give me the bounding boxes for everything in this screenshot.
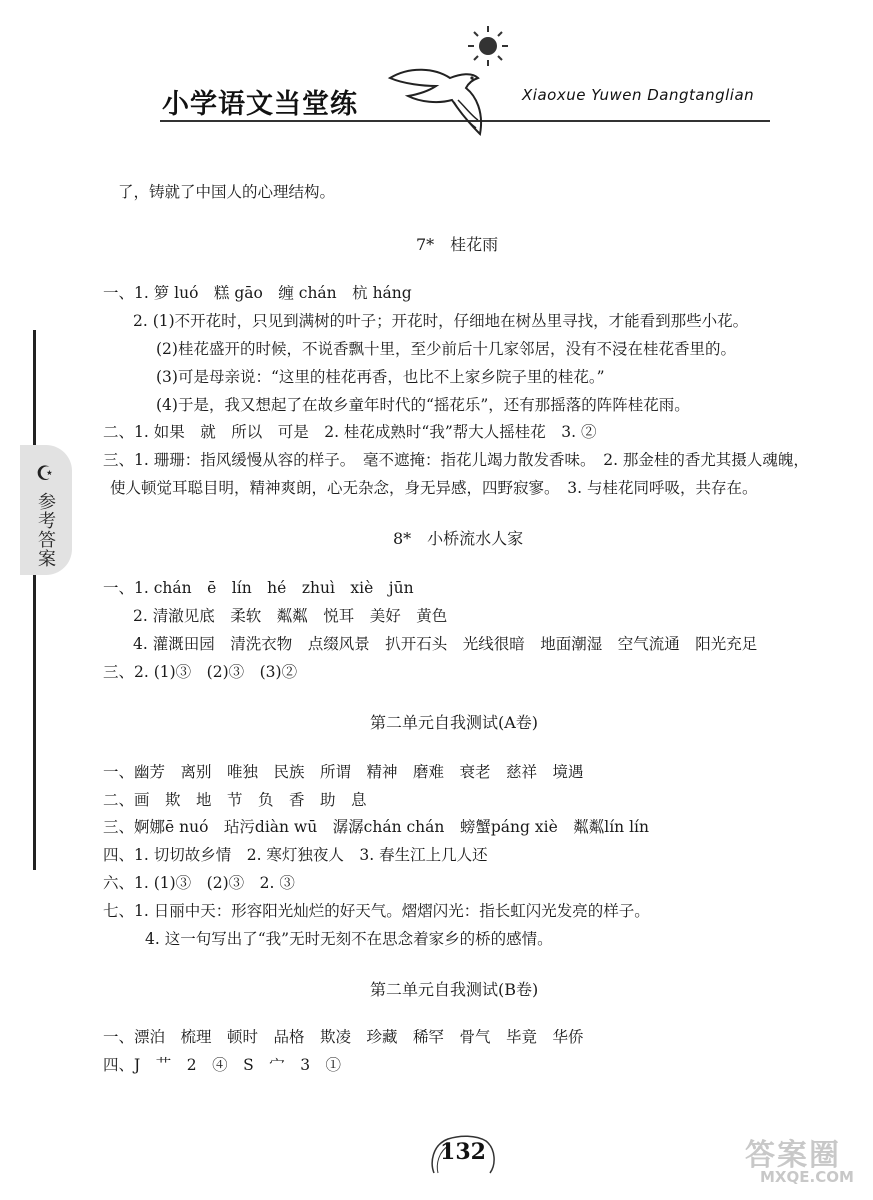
- text-line: (3)可是母亲说：“这里的桂花再香，也比不上家乡院子里的桂花。”: [156, 368, 605, 386]
- text-line: 2. 清澈见底 柔软 粼粼 悦耳 美好 黄色: [133, 607, 448, 625]
- text-line: 二、1. 如果 就 所以 可是 2. 桂花成熟时“我”帮大人摇桂花 3. ②: [103, 423, 597, 441]
- side-rule: [33, 330, 36, 870]
- text-line: (4)于是，我又想起了在故乡童年时代的“摇花乐”，还有那摇落的阵阵桂花雨。: [156, 396, 690, 414]
- text-line: 了，铸就了中国人的心理结构。: [118, 183, 336, 201]
- page-number-wrap: [428, 1133, 498, 1177]
- watermark: 答案圈: [745, 1138, 841, 1173]
- text-line: 2. (1)不开花时，只见到满树的叶子；开花时，仔细地在树丛里寻找，才能看到那些小花。: [133, 312, 749, 330]
- section-heading: 第二单元自我测试(A卷): [370, 713, 539, 732]
- book-title-pinyin: Xiaoxue Yuwen Dangtanglian: [522, 86, 755, 104]
- text-line: 四、J 艹 2 ④ S 宀 3 ①: [103, 1056, 342, 1074]
- text-line: (2)桂花盛开的时候，不说香飘十里，至少前后十几家邻居，没有不浸在桂花香里的。: [156, 340, 736, 358]
- crescent-star-icon: ☪: [36, 461, 54, 485]
- text-line: 二、画 欺 地 节 负 香 助 息: [103, 791, 367, 809]
- section-tab-label: 参考答案: [35, 492, 56, 568]
- text-line: 三、2. (1)③ (2)③ (3)②: [103, 663, 298, 681]
- text-line: 一、1. chán ē lín hé zhuì xiè jūn: [103, 579, 414, 597]
- text-line: 七、1. 日丽中天：形容阳光灿烂的好天气。熠熠闪光：指长虹闪光发亮的样子。: [103, 902, 650, 920]
- text-line: 三、婀娜ē nuó 玷污diàn wū 潺潺chán chán 螃蟹páng xiè 粼粼lín lín: [103, 818, 649, 836]
- text-line: 四、1. 切切故乡情 2. 寒灯独夜人 3. 春生江上几人还: [103, 846, 488, 864]
- text-line: 使人顿觉耳聪目明，精神爽朗，心无杂念，身无异感，四野寂寥。 3. 与桂花同呼吸，共存在。: [110, 479, 758, 497]
- text-line: 4. 灌溉田园 清洗衣物 点缀风景 扒开石头 光线很暗 地面潮湿 空气流通 阳光充足: [133, 635, 758, 653]
- text-line: 一、漂泊 梳理 顿时 品格 欺凌 珍藏 稀罕 骨气 毕竟 华侨: [103, 1028, 584, 1046]
- section-heading: 第二单元自我测试(B卷): [370, 980, 539, 999]
- text-line: 一、幽芳 离别 唯独 民族 所谓 精神 磨难 衰老 慈祥 境遇: [103, 763, 584, 781]
- text-line: 六、1. (1)③ (2)③ 2. ③: [103, 874, 295, 892]
- text-line: 三、1. 珊珊：指风缓慢从容的样子。 毫不遮掩：指花儿竭力散发香味。 2. 那金桂的香尤其摄人魂魄，: [103, 451, 809, 469]
- text-line: 4. 这一句写出了“我”无时无刻不在思念着家乡的桥的感情。: [145, 930, 553, 948]
- section-heading: 7* 桂花雨: [416, 235, 499, 254]
- book-title: 小学语文当堂练: [162, 89, 358, 120]
- page-number: 132: [440, 1139, 486, 1165]
- section-heading: 8* 小桥流水人家: [393, 529, 524, 548]
- dove-sun-logo-icon: [380, 16, 520, 156]
- text-line: 一、1. 箩 luó 糕 gāo 缠 chán 杭 háng: [103, 284, 412, 302]
- watermark-site: MXQE.COM: [760, 1168, 854, 1186]
